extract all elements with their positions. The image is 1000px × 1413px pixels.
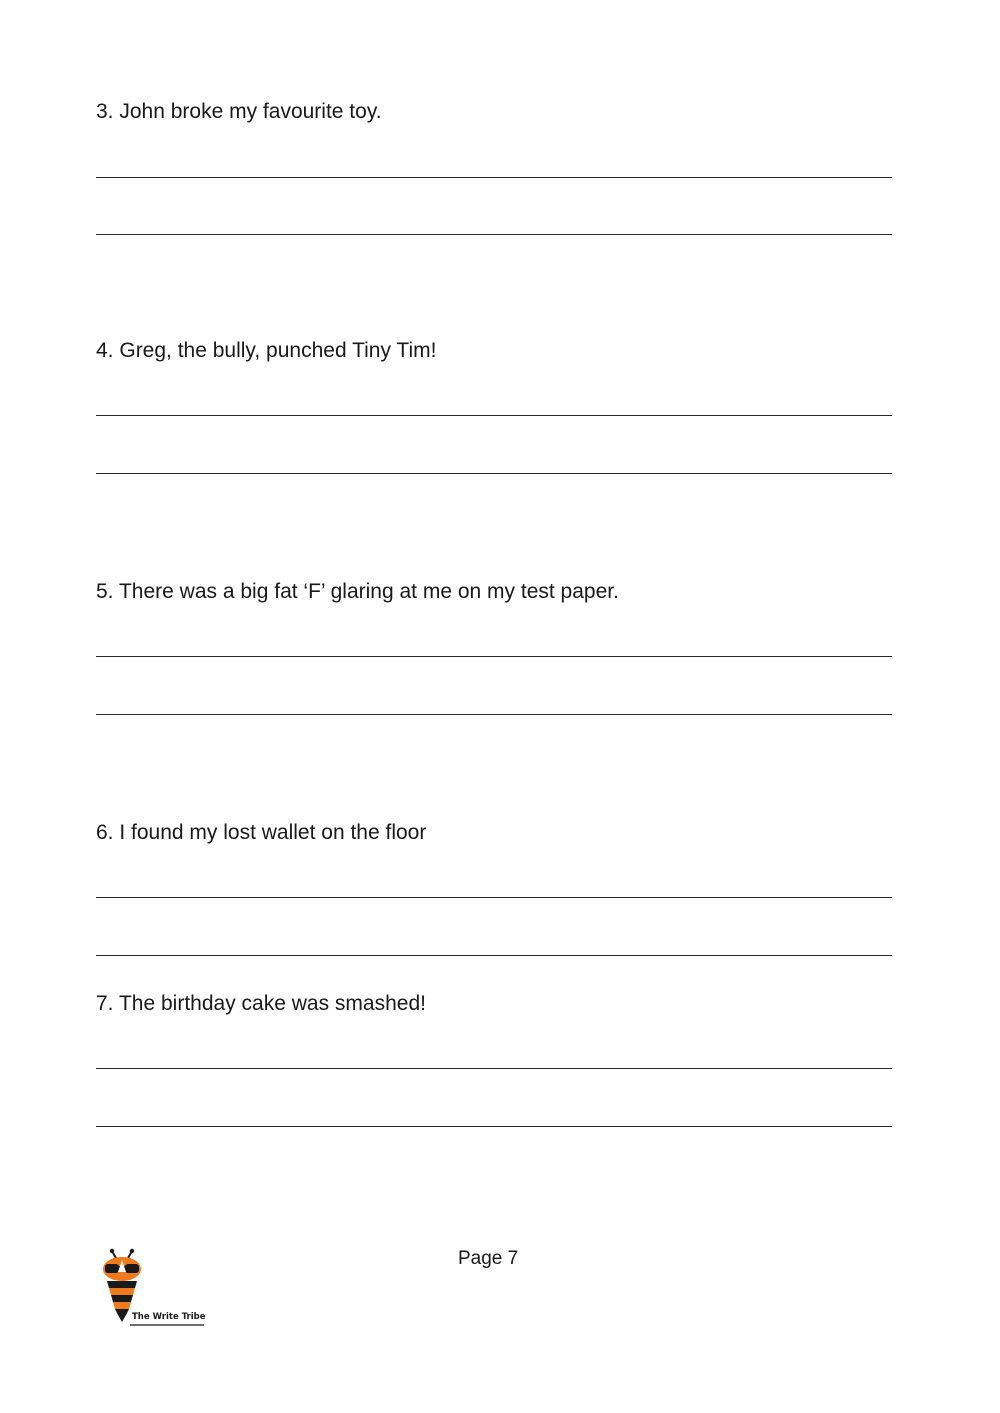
answer-line[interactable] <box>96 1126 892 1127</box>
question-text: There was a big fat ‘F’ glaring at me on my test paper. <box>118 580 619 603</box>
answer-line[interactable] <box>96 473 892 474</box>
question-5 <box>96 580 619 604</box>
answer-line[interactable] <box>96 955 892 956</box>
answer-line[interactable] <box>96 656 892 657</box>
question-text: I found my lost wallet on the floor <box>119 821 427 844</box>
question-text: The birthday cake was smashed! <box>118 992 426 1015</box>
question-number: 5. <box>96 580 114 603</box>
page-number: Page 7 <box>458 1248 519 1269</box>
answer-line[interactable] <box>96 234 892 235</box>
question-text: Greg, the bully, punched Tiny Tim! <box>119 339 437 362</box>
answer-line[interactable] <box>96 177 892 178</box>
question-3 <box>96 100 382 124</box>
question-number: 7. <box>96 992 114 1015</box>
answer-line[interactable] <box>96 897 892 898</box>
question-7 <box>96 992 426 1016</box>
question-number: 4. <box>96 339 114 362</box>
answer-line[interactable] <box>96 415 892 416</box>
question-6 <box>96 821 426 845</box>
question-number: 6. <box>96 821 114 844</box>
answer-line[interactable] <box>96 1068 892 1069</box>
question-text: John broke my favourite toy. <box>119 100 382 123</box>
question-4 <box>96 339 436 363</box>
answer-line[interactable] <box>96 714 892 715</box>
logo <box>94 1248 209 1330</box>
logo-text: The Write Tribe <box>132 1312 206 1322</box>
question-number: 3. <box>96 100 114 123</box>
